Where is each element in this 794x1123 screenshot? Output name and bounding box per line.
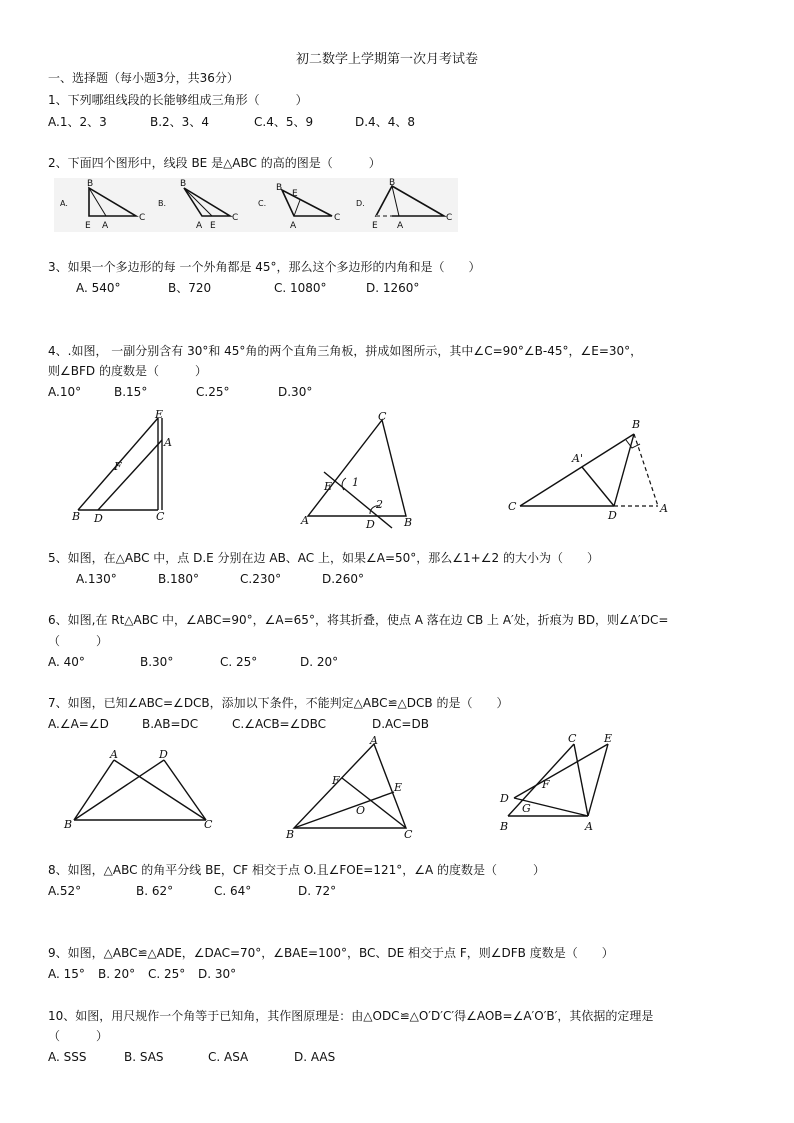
q2-figure-strip <box>54 178 458 232</box>
q5-option-c: C.230° <box>240 572 282 586</box>
q6-fig-b: B <box>632 418 641 431</box>
q7-option-c: C.∠ACB=∠DBC <box>232 717 327 731</box>
q5-fig-b: B <box>404 516 413 529</box>
q6-fig-a-prime: A' <box>572 452 583 465</box>
q8-fig-o: O <box>356 804 366 817</box>
q3-option-c: C. 1080° <box>274 281 327 295</box>
q4-fig1-d: D <box>94 512 103 525</box>
q3-option-a: A. 540° <box>76 281 121 295</box>
q2-fig-b-point-e: E <box>210 221 216 231</box>
q2-fig-a-label: A. <box>60 199 68 208</box>
q9-option-a: A. 15° <box>48 967 85 981</box>
q5-fig-e: E <box>324 480 333 493</box>
q3-option-d: D. 1260° <box>366 281 420 295</box>
q10-option-d: D. AAS <box>294 1050 336 1064</box>
q10-option-b: B. SAS <box>124 1050 164 1064</box>
question-4-stem-line1: 4、.如图， 一副分别含有 30°和 45°角的两个直角三角板，拼成如图所示，其中∠C=90°∠B-45°，∠E=30°， <box>48 344 643 358</box>
q9-fig-b: B <box>500 820 509 833</box>
q8-fig-a: A <box>370 734 378 747</box>
q3-option-b: B、720 <box>168 281 212 295</box>
q2-fig-c-label: C. <box>258 199 267 208</box>
question-6-stem-line1: 6、如图,在 Rt△ABC 中，∠ABC=90°，∠A=65°，将其折叠，使点 A 落在边 CB 上 A′处，折痕为 BD，则∠A′DC= <box>48 613 669 627</box>
q4-fig1-e: E <box>155 408 164 421</box>
q9-fig-e: E <box>604 732 613 745</box>
question-5-stem: 5、如图，在△ABC 中，点 D.E 分别在边 AB、AC 上，如果∠A=50°，那么∠1+∠2 的大小为（ ） <box>48 551 599 565</box>
q6-option-d: D. 20° <box>300 655 339 669</box>
q5-fig-a: A <box>301 514 309 527</box>
q4-fig1-b: B <box>72 510 81 523</box>
q6-option-c: C. 25° <box>220 655 258 669</box>
q5-fig-d: D <box>366 518 375 531</box>
q9-fig-a: A <box>585 820 593 833</box>
q2-fig-c-point-b: B <box>276 183 283 193</box>
q8-fig-f: F <box>332 774 340 787</box>
q1-option-d: D.4、4、8 <box>355 115 415 129</box>
q9-option-c: C. 25° <box>148 967 186 981</box>
question-10-stem-line2: （ ） <box>48 1029 109 1043</box>
question-9-stem: 9、如图，△ABC≌△ADE，∠DAC=70°，∠BAE=100°，BC、DE 相交于点 F，则∠DFB 度数是（ ） <box>48 946 614 960</box>
q8-figure-bisectors <box>284 734 420 844</box>
q7-option-d: D.AC=DB <box>372 717 429 731</box>
q9-fig-g: G <box>522 802 531 815</box>
q7-fig-a: A <box>110 748 118 761</box>
q7-option-b: B.AB=DC <box>142 717 199 731</box>
q2-fig-b-point-b: B <box>180 179 187 189</box>
q2-fig-b-point-c: C <box>232 213 239 223</box>
question-2-stem: 2、下面四个图形中，线段 BE 是△ABC 的高的图是（ ） <box>48 156 381 170</box>
q6-fig-c: C <box>508 500 517 513</box>
q6-option-a: A. 40° <box>48 655 85 669</box>
q5-option-a: A.130° <box>76 572 117 586</box>
q10-option-a: A. SSS <box>48 1050 87 1064</box>
q8-option-d: D. 72° <box>298 884 337 898</box>
q9-option-b: B. 20° <box>98 967 136 981</box>
q2-fig-a-point-e: E <box>85 221 91 231</box>
q5-fig-1: 1 <box>352 476 359 489</box>
q6-fig-a: A <box>660 502 668 515</box>
q4-option-d: D.30° <box>278 385 313 399</box>
q2-fig-a-point-a: A <box>102 221 109 231</box>
q8-fig-c: C <box>404 828 413 841</box>
q7-fig-d: D <box>159 748 168 761</box>
q2-fig-b-label: B. <box>158 199 167 208</box>
q7-figure-triangles <box>62 748 222 832</box>
q2-fig-b-point-a: A <box>196 221 203 231</box>
q2-fig-c-point-e: E <box>292 189 298 199</box>
q2-fig-d-point-a: A <box>397 221 404 231</box>
q8-fig-b: B <box>286 828 295 841</box>
q7-fig-b: B <box>64 818 73 831</box>
q8-option-c: C. 64° <box>214 884 252 898</box>
q1-option-a: A.1、2、3 <box>48 115 107 129</box>
question-3-stem: 3、如果一个多边形的每 一个外角都是 45°，那么这个多边形的内角和是（ ） <box>48 260 481 274</box>
q2-fig-d-point-b: B <box>389 178 396 188</box>
q10-option-c: C. ASA <box>208 1050 249 1064</box>
question-8-stem: 8、如图，△ABC 的角平分线 BE，CF 相交于点 O.且∠FOE=121°，∠A 的度数是（ ） <box>48 863 546 877</box>
q2-fig-a-point-b: B <box>87 179 94 189</box>
q6-option-b: B.30° <box>140 655 174 669</box>
q2-fig-a-point-c: C <box>139 213 146 223</box>
q4-option-a: A.10° <box>48 385 82 399</box>
q2-fig-d-point-c: C <box>446 213 453 223</box>
q4-option-b: B.15° <box>114 385 148 399</box>
q4-figure-triangles <box>70 410 180 525</box>
q8-fig-e: E <box>394 781 403 794</box>
q8-option-a: A.52° <box>48 884 82 898</box>
q9-fig-d: D <box>500 792 509 805</box>
q7-fig-c: C <box>204 818 213 831</box>
q5-fig-2: 2 <box>376 498 383 511</box>
q6-figure-fold <box>504 412 674 520</box>
q4-fig1-c: C <box>156 510 165 523</box>
q2-fig-c-point-c: C <box>334 213 341 223</box>
question-1-stem: 1、下列哪组线段的长能够组成三角形（ ） <box>48 93 308 107</box>
q7-option-a: A.∠A=∠D <box>48 717 109 731</box>
q1-option-b: B.2、3、4 <box>150 115 209 129</box>
q5-figure-triangle <box>296 410 426 532</box>
q9-fig-c: C <box>568 732 577 745</box>
q4-option-c: C.25° <box>196 385 230 399</box>
question-6-stem-line2: （ ） <box>48 634 109 648</box>
q5-option-b: B.180° <box>158 572 199 586</box>
q4-fig1-f: F <box>114 460 122 473</box>
q2-fig-d-point-e: E <box>372 221 378 231</box>
question-10-stem-line1: 10、如图，用尺规作一个角等于已知角，其作图原理是：由△ODC≌△O′D′C′得∠AOB=∠A′O′B′，其依据的定理是 <box>48 1009 654 1023</box>
q2-fig-d-label: D. <box>356 199 365 208</box>
q2-fig-c-point-a: A <box>290 221 297 231</box>
section-heading: 一、选择题（每小题3分，共36分） <box>48 71 239 85</box>
question-4-stem-line2: 则∠BFD 的度数是（ ） <box>48 364 207 378</box>
page-title: 初二数学上学期第一次月考试卷 <box>296 52 479 67</box>
q6-fig-d: D <box>608 509 617 522</box>
q8-option-b: B. 62° <box>136 884 174 898</box>
q9-fig-f: F <box>542 778 550 791</box>
q1-option-c: C.4、5、9 <box>254 115 314 129</box>
question-7-stem: 7、如图，已知∠ABC=∠DCB，添加以下条件，不能判定△ABC≌△DCB 的是（ ） <box>48 696 509 710</box>
q4-fig1-a: A <box>164 436 172 449</box>
q9-option-d: D. 30° <box>198 967 237 981</box>
q5-fig-c: C <box>378 410 387 423</box>
q5-option-d: D.260° <box>322 572 364 586</box>
q9-figure-congruent <box>496 732 620 836</box>
